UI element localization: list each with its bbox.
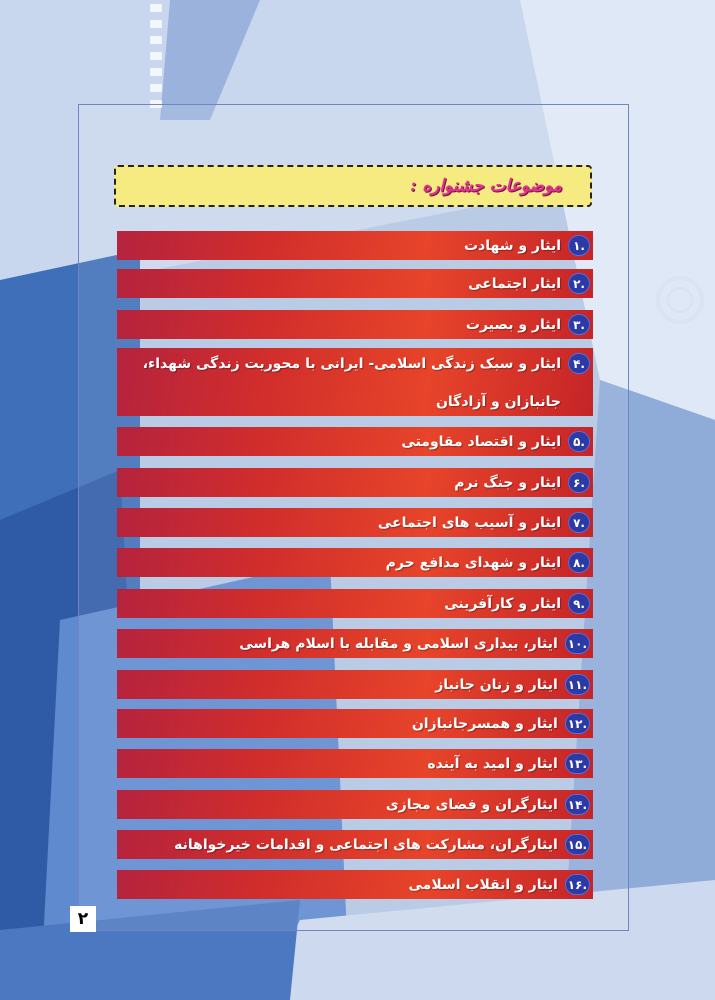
topic-text: ایثارگران، مشارکت های اجتماعی و اقدامات خیرخواهانه	[174, 836, 558, 853]
topic-number: .۵	[568, 431, 590, 452]
page-title: موضوعات جشنواره :	[410, 176, 562, 196]
topic-number: .۱۵	[565, 834, 590, 855]
topic-item-10	[117, 629, 593, 658]
topic-text: ایثار و سبک زندگی اسلامی- ایرانی با محوریت زندگی شهداء، جانبازان و آزادگان	[142, 356, 561, 410]
title-banner	[114, 165, 592, 207]
topic-item-16	[117, 870, 593, 899]
topic-item-2	[117, 269, 593, 298]
topic-item-8	[117, 548, 593, 577]
topic-number: .۴	[568, 353, 590, 374]
topic-item-1	[117, 231, 593, 260]
topic-text: ایثار و زنان جانباز	[435, 676, 558, 693]
topic-text: ایثار و آسیب های اجتماعی	[377, 514, 561, 531]
topic-item-6	[117, 468, 593, 497]
page-number: ۲	[70, 906, 96, 932]
topic-number: .۲	[568, 273, 590, 294]
topic-number: .۷	[568, 512, 590, 533]
topic-text: ایثار و امید به آینده	[427, 755, 558, 772]
topic-text: ایثارگران و فضای مجازی	[385, 796, 558, 813]
topic-text: ایثار و شهدای مدافع حرم	[385, 554, 561, 571]
topic-number: .۱	[568, 235, 590, 256]
topic-item-13	[117, 749, 593, 778]
topic-text: ایثار اجتماعی	[468, 275, 561, 292]
topic-number: .۶	[568, 472, 590, 493]
topic-item-5	[117, 427, 593, 456]
topic-text: ایثار و اقتصاد مقاومتی	[401, 433, 561, 450]
topic-number: .۹	[568, 593, 590, 614]
topic-number: .۱۰	[565, 633, 590, 654]
film-strip-decoration	[146, 0, 168, 115]
topic-item-9	[117, 589, 593, 618]
topic-item-14	[117, 790, 593, 819]
topic-number: .۱۱	[565, 674, 590, 695]
topic-number: .۸	[568, 552, 590, 573]
topic-item-4	[117, 348, 593, 416]
topic-number: .۳	[568, 314, 590, 335]
topic-item-12	[117, 709, 593, 738]
topic-text: ایثار، بیداری اسلامی و مقابله با اسلام هراسی	[239, 635, 558, 652]
topic-number: .۱۲	[565, 713, 590, 734]
topic-item-15	[117, 830, 593, 859]
topic-number: .۱۴	[565, 794, 590, 815]
topic-number: .۱۳	[565, 753, 590, 774]
topic-text: ایثار و همسرجانبازان	[411, 715, 558, 732]
topic-item-3	[117, 310, 593, 339]
topic-number: .۱۶	[565, 874, 590, 895]
topic-text: ایثار و انقلاب اسلامی	[408, 876, 558, 893]
topic-text: ایثار و کارآفرینی	[444, 595, 561, 612]
topic-item-7	[117, 508, 593, 537]
topic-text: ایثار و شهادت	[463, 237, 561, 254]
topic-item-11	[117, 670, 593, 699]
topic-text: ایثار و بصیرت	[465, 316, 561, 333]
topic-text: ایثار و جنگ نرم	[454, 474, 561, 491]
